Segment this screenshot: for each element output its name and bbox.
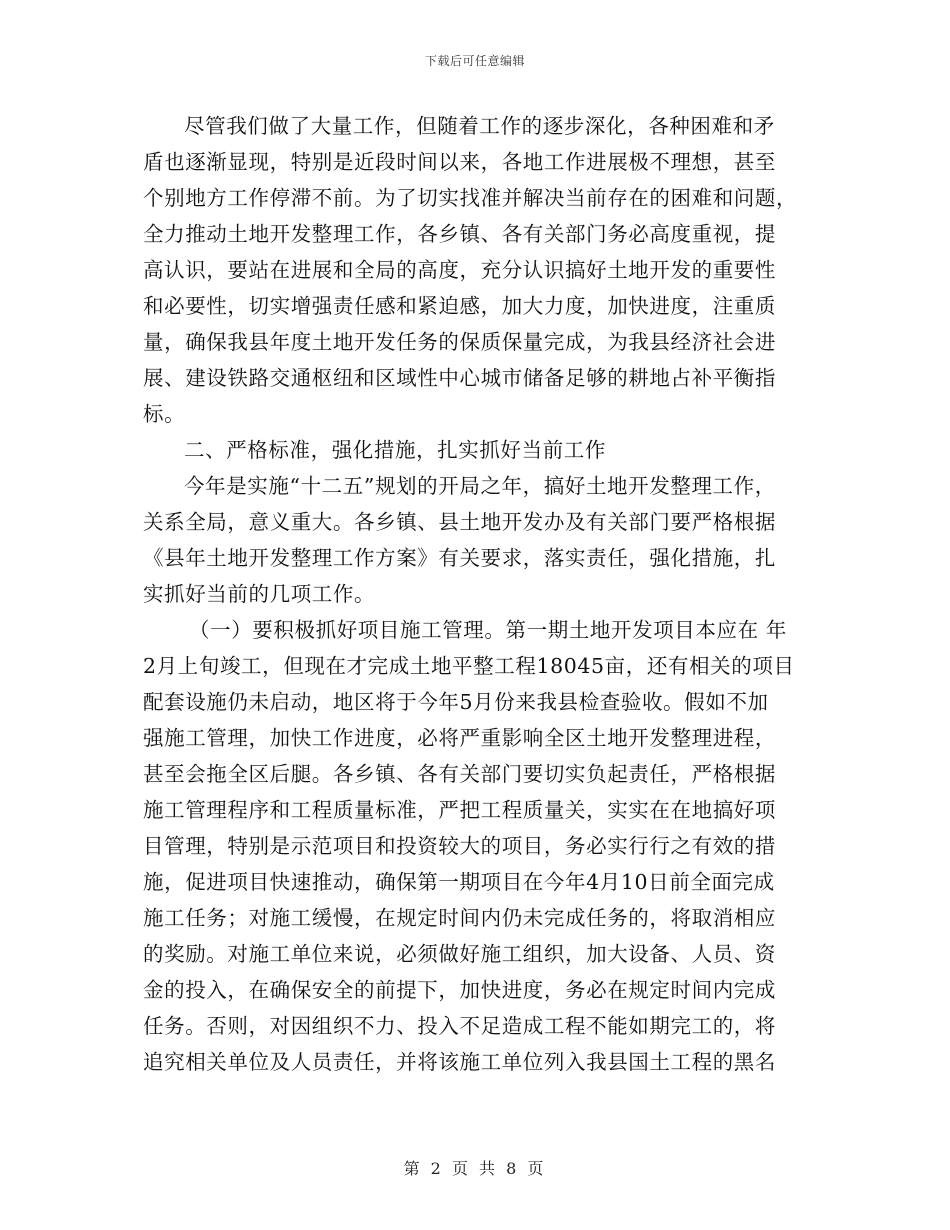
paragraph-line: 高认识，要站在进展和全局的高度，充分认识搞好土地开发的重要性 xyxy=(143,258,776,282)
document-body xyxy=(143,108,808,1080)
paragraph-line: 展、建设铁路交通枢纽和区域性中心城市储备足够的耕地占补平衡指 xyxy=(143,366,776,390)
paragraph-line: 甚至会拖全区后腿。各乡镇、各有关部门要切实负起责任，严格根据 xyxy=(143,762,776,786)
paragraph-line: 追究相关单位及人员责任，并将该施工单位列入我县国土工程的黑名 xyxy=(143,1050,776,1074)
paragraph-line: 实抓好当前的几项工作。 xyxy=(143,582,376,606)
paragraph-line: 尽管我们做了大量工作，但随着工作的逐步深化，各种困难和矛 xyxy=(184,114,775,138)
section-heading: 二、严格标准，强化措施，扎实抓好当前工作 xyxy=(184,438,606,462)
subsection-line: （一）要积极抓好项目施工管理。第一期土地开发项目本应在 年 xyxy=(189,618,787,642)
paragraph-line: 标。 xyxy=(143,402,186,426)
paragraph-line: 强施工管理，加快工作进度，必将严重影响全区土地开发整理进程， xyxy=(143,726,776,750)
paragraph-line: 个别地方工作停滞不前。为了切实找准并解决当前存在的困难和问题， xyxy=(143,186,798,210)
paragraph-line: 任务。否则，对因组织不力、投入不足造成工程不能如期完工的，将 xyxy=(143,1014,776,1038)
paragraph-line: 2月上旬竣工，但现在才完成土地平整工程18045亩，还有相关的项目 xyxy=(143,654,795,678)
paragraph-line: 施工管理程序和工程质量标准，严把工程质量关，实实在在地搞好项 xyxy=(143,798,776,822)
paragraph-line: 目管理，特别是示范项目和投资较大的项目，务必实行行之有效的措 xyxy=(143,834,776,858)
paragraph-line: 量，确保我县年度土地开发任务的保质保量完成，为我县经济社会进 xyxy=(143,330,776,354)
paragraph-line: 和必要性，切实增强责任感和紧迫感，加大力度，加快进度，注重质 xyxy=(143,294,776,318)
paragraph-line: 全力推动土地开发整理工作，各乡镇、各有关部门务必高度重视，提 xyxy=(143,222,776,246)
paragraph-line: 今年是实施“十二五”规划的开局之年，搞好土地开发整理工作， xyxy=(184,474,776,498)
page-header: 下载后可任意编辑 xyxy=(424,54,525,68)
paragraph-line: 配套设施仍未启动，地区将于今年5月份来我县检查验收。假如不加 xyxy=(143,690,769,714)
paragraph-line: 金的投入，在确保安全的前提下，加快进度，务必在规定时间内完成 xyxy=(143,978,776,1002)
paragraph-line: 盾也逐渐显现，特别是近段时间以来，各地工作进展极不理想，甚至 xyxy=(143,150,776,174)
paragraph-line: 施工任务；对施工缓慢，在规定时间内仍未完成任务的，将取消相应 xyxy=(143,906,776,930)
page-number-footer: 第 2 页 共 8 页 xyxy=(403,1159,547,1178)
paragraph-line: 关系全局，意义重大。各乡镇、县土地开发办及有关部门要严格根据 xyxy=(143,510,776,534)
paragraph-line: 施，促进项目快速推动，确保第一期项目在今年4月10日前全面完成 xyxy=(143,870,775,894)
paragraph-line: 的奖励。对施工单位来说，必须做好施工组织，加大设备、人员、资 xyxy=(143,942,776,966)
paragraph-line: 《县年土地开发整理工作方案》有关要求，落实责任，强化措施，扎 xyxy=(143,546,776,570)
